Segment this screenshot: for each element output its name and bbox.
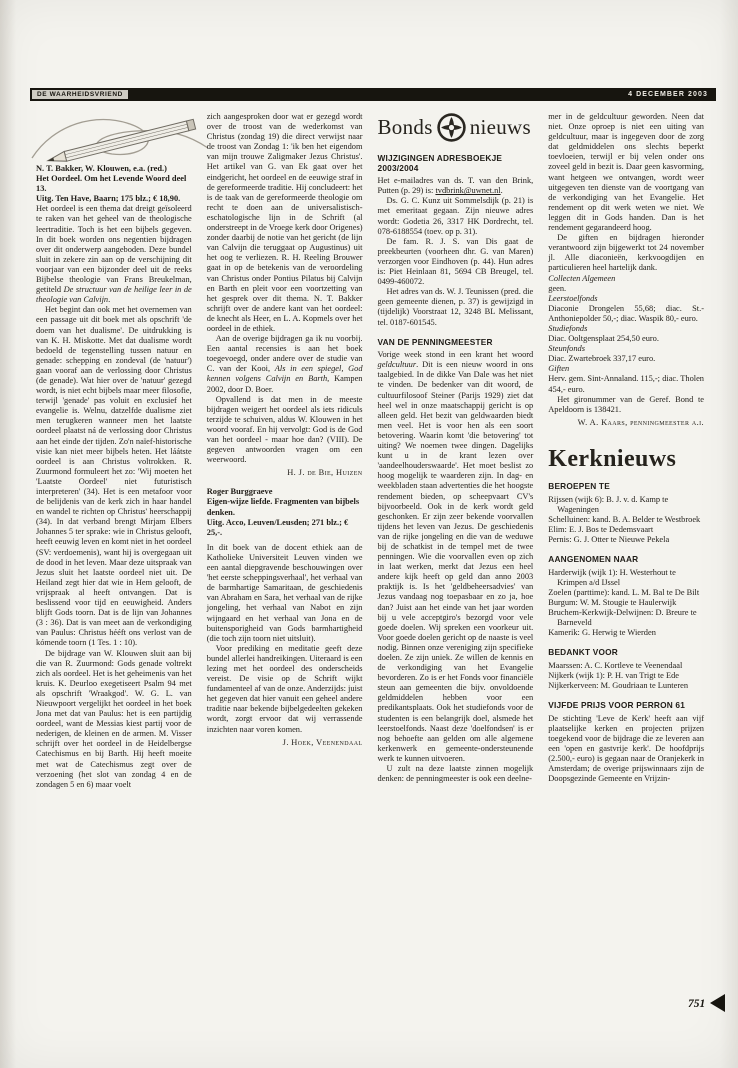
church-news-entry: Kamerik: G. Herwig te Wierden bbox=[548, 628, 656, 638]
church-news-entry: Zoelen (parttime): kand. L. M. Bal te De Bilt bbox=[548, 587, 700, 597]
kerknieuws-masthead: Kerknieuws bbox=[548, 445, 677, 472]
paragraph: De bijdrage van W. Klouwen sluit aan bij die van R. Zuurmond: Gods genade voltrekt zich als oordeel. Het is het geheimenis van het kruis. K. Deurloo exegetiseert Psalm 94 met als opschrift 'Wraakgod'. W. G. L. van Nieuwpoort vergelijkt het oordeel in het boek Jona met dat van Paulus: het is een partijdig oordeel, want de Messias kiest partij voor de nederigen, de kleinen en de armen. M. Visser schrijft over het oordeel in de Heidelbergse Catechismus en bij Barth. Hij heeft moeite met wat de Catechismus zegt over de verzoening (het slot van zondag 4 en de zondagen 5 en 6) maar voelt bbox=[36, 648, 192, 789]
paragraph: Herv. gem. Sint-Annaland. 115,-; diac. Tholen 454,- euro. bbox=[548, 374, 704, 394]
bondsnieuws-word-left: Bonds bbox=[377, 115, 433, 140]
paragraph: Ds. G. C. Kunz uit Sommelsdijk (p. 21) is met emeritaat gegaan. Zijn nieuwe adres wordt: Godetia 26, 3317 HK Dordrecht, tel. 078-6188554 (toev. op p. 31). bbox=[377, 196, 534, 236]
section-heading: BEROEPEN TE bbox=[548, 480, 610, 491]
bondsnieuws-logo-icon bbox=[436, 112, 467, 143]
column-1 bbox=[36, 112, 192, 790]
bondsnieuws-masthead bbox=[378, 112, 534, 143]
church-news-entry: Schelluinen: kand. B. A. Belder te Westbroek bbox=[548, 514, 701, 524]
fund-subheading: Collecten Algemeen bbox=[548, 273, 616, 283]
church-news-entry: Bruchem-Kerkwijk-Delwijnen: D. Breure te Barneveld bbox=[548, 607, 697, 628]
book-authors: Roger Burggraeve bbox=[206, 487, 273, 497]
section-heading: BEDANKT VOOR bbox=[548, 647, 618, 658]
church-news-entry: Nijkerkerveen: M. Goudriaan te Lunteren bbox=[548, 681, 689, 690]
book-title: Eigen-wijze liefde. Fragmenten van bijbels denken. bbox=[206, 497, 360, 517]
fund-subheading: Steunfonds bbox=[548, 344, 586, 354]
paragraph: Het e-mailadres van ds. T. van den Brink, Putten (p. 29) is: tvdbrink@uwnet.nl. bbox=[377, 176, 534, 196]
paragraph: Het begint dan ook met het overnemen van een passage uit dit boek met als opschrift 'de doem van het dualisme'. De uitdrukking is van K. H. Miskotte. Met dat dualisme wordt bedoeld de tegenstelling tussen natuur en genade: schepping en zondeval (de 'natuur') gaan vooraf aan de verlossing door Christus (de genade). Wat hier over de 'natuur' gezegd wordt, is niet echt bijbels maar meer filosofie, terwijl 'genade' pas voluit en exclusief het evangelie is. Welnu, datzelfde dualisme ziet men terugkeren wanneer men het laatste oordeel plaatst ná de verlossing door Christus aan het einde der tijden. Zo'n naïef-historische visie kan niet meer bijbels heten. Het láátste oordeel is aan Christus voltrokken. R. Zuurmond formuleert het zo: 'Wij moeten het 'Laatste Oordeel' niet futuristisch interpreteren' (34). Het is een metafoor voor de belijdenis van de kerk zich in haar handel en wandel te richten op Christus' heerschappij (34). In dat verband brengt Mirjam Elbers Johannes 5 ter sprake: wie in Christus gelooft, heeft eeuwig leven en komt niet in het oordeel (SV: verdoemenis), want hij is overgegaan uit de dood in het leven. Maar deze uitspraak van Jezus sluit het laatste oordeel niet uit. De Heiland zegt hier dat wie in Hem gelooft, de vrijspraak al heeft ontvangen. Dat is beslissend voor tijd en eeuwigheid. Anders blijft Gods toorn. Dat is de lijn van Johannes (3 : 36). Dat is van meet aan de verkondiging van Paulus: Christus hééft ons verlost van de kómende toorn (1 Tes. 1 : 10). bbox=[36, 305, 192, 648]
church-news-entry: Maarssen: A. C. Kortleve te Veenendaal bbox=[548, 660, 683, 670]
column-3 bbox=[378, 112, 534, 790]
section-heading: VAN DE PENNINGMEESTER bbox=[377, 336, 493, 347]
paragraph: Voor prediking en meditatie geeft deze bundel allerlei handreikingen. Uiteraard is een lezing met het oordeel des onderscheids vereist. De visie op de Schrift wijkt fundamenteel af van de onze. Anderzijds: juist het gegeven dat hier vanuit een geheel andere traditie naar bekende bijbelgedeelten gekeken wordt, zorgt ervoor dat wij verrassende inzichten naar voren komen. bbox=[206, 643, 363, 734]
church-news-entry: Elim: E. J. Bos te Dedemsvaart bbox=[548, 524, 654, 534]
paragraph: U zult na deze laatste zinnen mogelijk denken: de penningmeester is ook een deelne- bbox=[377, 764, 534, 784]
reviewer-byline: W. A. Kaars, penningmeester a.i. bbox=[577, 417, 704, 427]
book-imprint: Uitg. Acco, Leuven/Leusden; 271 blz.; € 25,-. bbox=[206, 517, 349, 537]
paragraph: De giften en bijdragen hieronder verantwoord zijn bijgewerkt tot 24 november jl. Alle diaconieën, kerkvoogdijen en particulieren heel hartelijk dank. bbox=[548, 233, 704, 273]
paragraph: De fam. R. J. S. van Dis gaat de preekbeurten (voorheen dhr. G. van Maren) verzorgen voor Eindhoven (p. 44). Hun adres is: Piet Heinlaan 81, 5694 CB Breugel, tel. 0499-460072. bbox=[377, 236, 534, 287]
book-authors: N. T. Bakker, W. Klouwen, e.a. (red.) bbox=[36, 164, 167, 173]
paragraph: geen. bbox=[548, 283, 567, 293]
paragraph: Het oordeel is een thema dat dreigt geïsoleerd te raken van het geheel van de theologische leertraditie. Toch is het een bijbels gegeven. In dit boek worden ons negentien bijdragen over dit onderwerp aangeboden. Deze bundel sluit in zekere zin aan op de verschijning dit voorjaar van een bijzonder deel uit de reeks Bijbelse theologie van Frans Breukelman, getiteld De structuur van de heilige leer in de theologie van Calvijn. bbox=[36, 204, 192, 305]
section-heading: VIJFDE PRIJS VOOR PERRON 61 bbox=[548, 700, 686, 711]
reviewer-byline: H. J. de Bie, Huizen bbox=[287, 468, 363, 478]
article-columns bbox=[36, 112, 704, 790]
fund-subheading: Giften bbox=[548, 364, 570, 374]
paragraph: Het gironummer van de Geref. Bond te Apeldoorn is 138421. bbox=[548, 394, 704, 414]
reviewer-byline: J. Hoek, Veenendaal bbox=[282, 737, 363, 747]
issue-date: 4 DECEMBER 2003 bbox=[628, 91, 708, 98]
corner-mark bbox=[710, 994, 725, 1012]
paragraph: Opvallend is dat men in de meeste bijdragen weigert het oordeel als iets ridiculs terzijde te schuiven, aldus W. Klouwen in het woord vooraf. En hij vervolgt: God is de God van het oordeel - maar hoe dan? (VIII). De gegeven antwoorden vragen om een weerwoord. bbox=[206, 394, 363, 465]
paragraph: zich aangesproken door wat er gezegd wordt over de troost van de wederkomst van Christus (zondag 19) die direct verwijst naar de troost van Zondag 1: 'ik ben het eigendom van mijn trouwe Zaligmaker Jezus Christus'. Het artikel van G. van Ek gaat over het eindgericht, het oordeel en de eeuwige straf in de gereformeerde traditie. Hij concludeert: het is de taak van de gereformeerde theologie om recht te doen aan de universalistisch-eschatologische lijn in de Schrift (al onderstreept in de Vroege kerk door Origenes) zonder daarbij de notie van het gericht (de lijn van Calvijn die teruggaat op Augustinus) uit het oog te verliezen. R. H. Reeling Brouwer gaat in op de betekenis van de veroordeling van Christus onder Pontius Pilatus bij Calvijn en Barth en pleit voor een voortzetting van het gesprek over dit thema. N. T. Bakker schrijft over de andere kant van het oordeel: de knecht als Heer, en L. A. Kopmels over het oordeel in de ethiek. bbox=[206, 112, 363, 333]
fund-subheading: Studiefonds bbox=[548, 323, 588, 333]
church-news-entry: Rijssen (wijk 6): B. J. v. d. Kamp te Wageningen bbox=[548, 494, 669, 514]
church-news-entry: Pernis: G. J. Otter te Nieuwe Pekela bbox=[548, 534, 670, 544]
paragraph: mer in de geldcultuur geworden. Neen dat niet. Onze oproep is niet een uiting van geldcultuur, maar is ingegeven door de zorg dat geldmiddelen ons slechts beperkt toevloeien, terwijl er bij velen onder ons zoveel geld in bezit is. Daar geen kasvorming, want hetgeen we ontvangen, wordt weer uitgegeven ten dienste van de voortgang van de verkondiging van het Evangelie. Het rendement op dit werk weten we niet. We leggen dit in Gods handen. Dan is het rendement gegarandeerd hoog. bbox=[548, 112, 704, 233]
paragraph: Diac. Zwartebroek 337,17 euro. bbox=[548, 354, 656, 364]
church-news-entry: Burgum: W. M. Stougie te Haulerwijk bbox=[548, 597, 677, 607]
book-imprint: Uitg. Ten Have, Baarn; 175 blz.; € 18,90. bbox=[36, 194, 181, 204]
column-2 bbox=[207, 112, 363, 790]
church-news-entry: Harderwijk (wijk 1): H. Westerhout te Krimpen a/d IJssel bbox=[548, 567, 676, 587]
masthead-bar bbox=[30, 88, 716, 101]
paragraph: Diac. Ooltgensplaat 254,50 euro. bbox=[548, 334, 659, 344]
publication-name: DE WAARHEIDSVRIEND bbox=[32, 90, 128, 100]
bondsnieuws-logo bbox=[436, 112, 467, 143]
paragraph: De stichting 'Leve de Kerk' heeft aan vijf plaatselijke kerken en projecten prijzen toegekend voor de bijdrage die ze leveren aan een 'open en gastvrije kerk'. De hoofdprijs (2.500,- euro) is gegaan naar de Oranjekerk in Amsterdam; de overige prijswinnaars zijn de Doopsgezinde Gemeente en Vrijzin- bbox=[548, 713, 704, 784]
bondsnieuws-word-right: nieuws bbox=[469, 115, 531, 140]
book-title: Het Oordeel. Om het Levende Woord deel 13. bbox=[36, 174, 187, 194]
paragraph: Aan de overige bijdragen ga ik nu voorbij. Een aantal recensies is aan het boek toegevoegd, onder andere over de studie van C. van der Kooi, Als in een spiegel, God kennen volgens Calvijn en Barth, Kampen 2002, door D. Boer. bbox=[206, 334, 363, 394]
section-heading: WIJZIGINGEN ADRESBOEKJE 2003/2004 bbox=[377, 153, 503, 173]
column-4 bbox=[548, 112, 704, 790]
fund-subheading: Leerstoelfonds bbox=[548, 293, 598, 303]
paragraph: In dit boek van de docent ethiek aan de Katholieke Universiteit Leuven vinden we een aantal diepgravende beschouwingen over 'het eerste scheppingsverhaal', het verhaal van de barmhartige Samaritaan, de geschiedenis van Abraham en Sara, het verhaal van de rijke jongeling, het verhaal van Nabot en zijn wijngaard en het verhaal van Jona en de buitensporigheid van Gods barmhartigheid (die toch zijn toorn niet uitsluit). bbox=[206, 542, 363, 643]
church-news-entry: Nijkerk (wijk 1): P. H. van Trigt te Ede bbox=[548, 670, 679, 680]
page-number: 751 bbox=[688, 998, 706, 1010]
email-address: tvdbrink@uwnet.nl bbox=[435, 186, 501, 196]
paragraph: Het adres van ds. W. J. Teunissen (pred. die geen gemeente dienen, p. 37) is gewijzigd in (tijdelijk) Voorstraat 12, 3248 BL Melissant, tel. 0187-601545. bbox=[377, 287, 534, 327]
section-heading: AANGENOMEN NAAR bbox=[548, 553, 639, 564]
paragraph: Diaconie Drongelen 55,68; diac. St.-Anthoniepolder 50,-; diac. Waspik 80,- euro. bbox=[548, 303, 704, 323]
paragraph: Vorige week stond in een krant het woord geldcultuur. Dit is een nieuw woord in ons taalgebied. In de dikke Van Dale was het niet te vinden. De bedenker van dit woord, de cultuurfilosoof Steiner (Parijs 1929) ziet dat heel wel in onze maatschappij gericht is op alleen geld. Het bezit van geldwaarden biedt men veel. Het is voor hen als een soort betovering. Waarin komt 'die betovering' tot uiting? We noemen twee dingen. Dagelijks kunt u in de krant lezen over 'aandeelhouderswaarde'. Het moet beslist zo hoog mogelijk te waarderen zijn. In dag- en weekbladen staan advertenties die het hoogste rendement bieden, op scheepvaart CV's bijvoorbeeld. Ook in de kerk wordt geld geschonken. Er zijn zeer bekende voorvallen tijdens het leven van Jezus. De geschiedenis van de rijke jongeling en die van de weduwe bij de schatkist in de tempel met de twee penningen. Wie die voorvallen even op zich in laat werken, merkt dat Jezus een heel andere kijk heeft op geld dan anno 2003 praktijk is. Is het 'geldbeheersadvies' van Jezus vandaag nog toepasbaar en zo ja, hoe dan? Juist aan het einde van het jaar worden bij u vele acceptgiro's bezorgd voor vele goede doelen. Wij spreken een voorkeur uit. Voor goede doelen gericht op de naaste is veel nodig. Binnen onze vereniging zijn specifieke doelen. Ze zijn uniek. Ze willen de kennis en de verkondiging van het Evangelie bevorderen. Zo is er het Fonds voor financiële steun aan gemeenten die bijv. onvoldoende geldmiddelen hebben voor een predikantsplaats. Ook het studiefonds voor de studenten is een belangrijk doel, alsmede het leerstoelfonds. Naast deze 'doelfondsen' is er nog behoefte aan gelden om alle algemene kerkenwerk en gemeente-ondersteunende werk te kunnen uitvoeren. bbox=[377, 350, 534, 763]
